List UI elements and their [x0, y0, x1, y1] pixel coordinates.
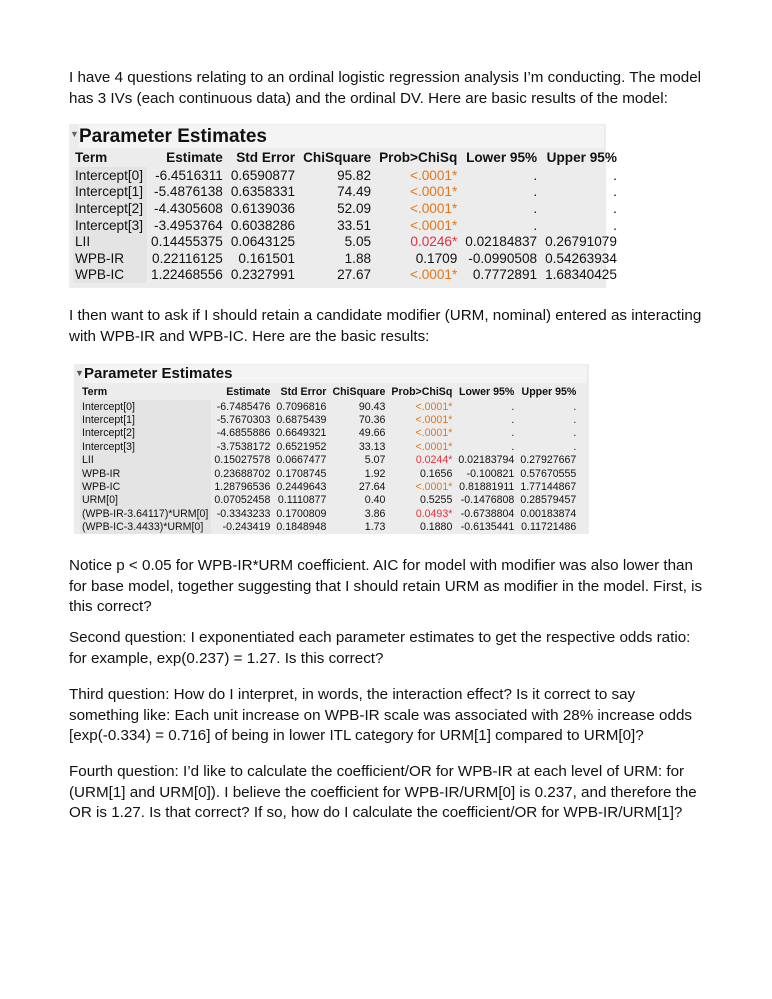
value-cell: <.0001* — [410, 167, 458, 183]
value-cell: 0.6358331 — [230, 184, 296, 200]
table-row — [80, 521, 579, 534]
column-header: ChiSquare — [332, 386, 386, 398]
table-row — [80, 413, 579, 426]
disclosure-triangle-icon[interactable]: ▼ — [75, 368, 84, 378]
value-cell: <.0001* — [410, 267, 458, 283]
value-cell: 0.7772891 — [472, 267, 538, 283]
value-cell: 5.05 — [344, 234, 372, 250]
value-cell: 95.82 — [337, 167, 372, 183]
value-cell: 0.5255 — [419, 494, 453, 507]
value-cell: 0.6038286 — [230, 217, 296, 233]
table-row — [73, 217, 621, 234]
value-cell: 0.54263934 — [545, 250, 617, 266]
value-cell: 0.1709 — [415, 250, 458, 266]
column-header: Std Error — [236, 150, 296, 165]
value-cell: 0.02183794 — [458, 454, 515, 467]
term-cell: Intercept[1] — [73, 184, 147, 201]
value-cell: 1.22468556 — [151, 267, 223, 283]
value-cell: 0.22116125 — [152, 250, 223, 266]
value-cell: <.0001* — [410, 200, 458, 216]
table-row — [73, 167, 621, 184]
value-cell: 49.66 — [358, 427, 386, 440]
value-cell: 3.86 — [364, 507, 386, 520]
value-cell: 0.14455375 — [151, 234, 223, 250]
value-cell: 1.68340425 — [545, 267, 617, 283]
term-cell: Intercept[3] — [80, 440, 211, 453]
value-cell: 0.23688702 — [214, 467, 271, 480]
value-cell: 0.0643125 — [230, 234, 296, 250]
value-cell: 0.40 — [364, 494, 386, 507]
table-row — [80, 440, 579, 453]
value-cell: <.0001* — [415, 440, 453, 453]
table-row — [73, 233, 621, 250]
value-cell: 0.11721486 — [521, 521, 577, 534]
value-cell: 0.00183874 — [520, 507, 577, 520]
value-cell: 90.43 — [358, 400, 386, 413]
value-cell: -5.7670303 — [216, 414, 271, 427]
value-cell: 0.0244* — [415, 454, 453, 467]
value-cell: . — [613, 184, 617, 200]
term-cell: Intercept[2] — [73, 200, 147, 217]
value-cell: 1.73 — [364, 521, 386, 534]
value-cell: 0.0246* — [410, 234, 458, 250]
value-cell: 0.2449643 — [276, 481, 327, 494]
term-cell: Intercept[3] — [73, 217, 147, 234]
table-row — [80, 480, 579, 493]
value-cell: 1.28796536 — [214, 481, 271, 494]
table-row — [80, 494, 579, 507]
value-cell: 70.36 — [358, 414, 386, 427]
value-cell: -6.4516311 — [155, 167, 223, 183]
value-cell: 0.6139036 — [230, 200, 296, 216]
parameter-estimates-table-base — [69, 124, 617, 288]
intro-paragraph: I have 4 questions relating to an ordinal logistic regression analysis I’m conducting. The model has 3 IVs (each continuous data) and the ordinal DV. Here are basic results of the model: — [69, 69, 702, 107]
value-cell: . — [613, 167, 617, 183]
value-cell: . — [613, 217, 617, 233]
table-row — [80, 467, 579, 480]
disclosure-triangle-icon[interactable]: ▼ — [70, 129, 79, 139]
value-cell: <.0001* — [410, 184, 458, 200]
term-cell: Intercept[0] — [73, 167, 147, 184]
value-cell: 0.6521952 — [276, 440, 327, 453]
value-cell: 1.88 — [344, 250, 372, 266]
question-4-paragraph: Fourth question: I’d like to calculate the coefficient/OR for WPB-IR at each level of URM: for (URM[1] and URM[0]). I believe the coefficient for WPB-IR/URM[0] is 0.237, and therefore the OR is 1.27. Is that correct? If so, how do I calculate the coefficient/OR for WPB-IR/URM[1]? — [69, 763, 697, 822]
value-cell: . — [573, 427, 577, 440]
question-1-paragraph: Notice p < 0.05 for WPB-IR*URM coefficient. AIC for model with modifier was also lower than for base model, together suggesting that I should retain URM as modifier in the model. First, is this correct? — [69, 557, 703, 616]
table-row — [80, 454, 579, 467]
estimates-grid — [80, 384, 579, 534]
question-2-paragraph: Second question: I exponentiated each parameter estimates to get the respective odds ratio: for example, exp(0.237) = 1.27. Is this correct? — [69, 629, 691, 667]
value-cell: . — [511, 427, 515, 440]
value-cell: <.0001* — [415, 481, 453, 494]
value-cell: -0.243419 — [222, 521, 271, 534]
value-cell: -0.6738804 — [460, 507, 515, 520]
value-cell: 0.57670555 — [520, 467, 577, 480]
column-header: Prob>ChiSq — [379, 150, 458, 165]
table-row — [80, 507, 579, 520]
parameter-estimates-table-modifier — [74, 364, 589, 534]
value-cell: 0.1656 — [419, 467, 453, 480]
value-cell: <.0001* — [415, 400, 453, 413]
value-cell: -0.100821 — [466, 467, 515, 480]
column-header: Lower 95% — [466, 150, 538, 165]
value-cell: 74.49 — [337, 184, 372, 200]
column-header: Estimate — [226, 386, 271, 398]
value-cell: 0.02184837 — [465, 234, 538, 250]
value-cell: -5.4876138 — [154, 184, 223, 200]
value-cell: . — [613, 200, 617, 216]
term-cell: Intercept[2] — [80, 427, 211, 440]
value-cell: -3.4953764 — [154, 217, 223, 233]
value-cell: 0.28579457 — [520, 494, 577, 507]
value-cell: -0.0990508 — [468, 250, 538, 266]
value-cell: -0.1476808 — [460, 494, 515, 507]
term-cell: WPB-IC — [73, 267, 147, 284]
term-cell: LII — [73, 233, 147, 250]
value-cell: 5.07 — [364, 454, 386, 467]
value-cell: -4.4305608 — [154, 200, 223, 216]
value-cell: 52.09 — [337, 200, 372, 216]
value-cell: 0.0667477 — [276, 454, 327, 467]
value-cell: . — [573, 440, 577, 453]
value-cell: 0.161501 — [238, 250, 296, 266]
value-cell: 0.1700809 — [276, 507, 327, 520]
value-cell: -4.6855886 — [216, 427, 271, 440]
value-cell: 0.7096816 — [276, 400, 327, 413]
term-cell: (WPB-IR-3.64117)*URM[0] — [80, 507, 211, 520]
value-cell: -6.7485476 — [216, 400, 271, 413]
table-row — [80, 400, 579, 413]
value-cell: <.0001* — [415, 414, 453, 427]
value-cell: . — [533, 184, 538, 200]
value-cell: . — [511, 400, 515, 413]
table-row — [80, 427, 579, 440]
value-cell: -0.3343233 — [216, 507, 271, 520]
value-cell: <.0001* — [410, 217, 458, 233]
value-cell: 0.6649321 — [276, 427, 327, 440]
table-row — [73, 267, 621, 284]
value-cell: . — [573, 414, 577, 427]
table-row — [73, 200, 621, 217]
value-cell: 1.92 — [364, 467, 386, 480]
value-cell: -3.7538172 — [216, 440, 271, 453]
value-cell: 27.67 — [337, 267, 372, 283]
column-header: Term — [82, 386, 108, 398]
term-cell: URM[0] — [80, 494, 211, 507]
column-header: Upper 95% — [521, 386, 577, 398]
value-cell: 0.15027578 — [214, 454, 271, 467]
value-cell: 1.77144867 — [520, 481, 577, 494]
table-title: Parameter Estimates — [84, 365, 587, 383]
term-cell: Intercept[0] — [80, 400, 211, 413]
term-cell: LII — [80, 454, 211, 467]
term-cell: (WPB-IC-3.4433)*URM[0] — [80, 521, 211, 534]
column-header: Term — [75, 150, 108, 165]
value-cell: 0.81881911 — [459, 481, 515, 494]
term-cell: WPB-IC — [80, 480, 211, 493]
value-cell: . — [533, 167, 538, 183]
question-3-paragraph: Third question: How do I interpret, in words, the interaction effect? Is it correct to say something like: Each unit increase on WPB-IR scale was associated with 28% increase odds [exp(-0.334) = 0.716] of being in lower ITL category for URM[1] compared to URM[0]? — [69, 686, 692, 745]
value-cell: <.0001* — [415, 427, 453, 440]
value-cell: 0.0493* — [415, 507, 453, 520]
value-cell: 33.13 — [358, 440, 386, 453]
term-cell: Intercept[1] — [80, 413, 211, 426]
table-row — [73, 250, 621, 267]
value-cell: 0.2327991 — [230, 267, 296, 283]
value-cell: 0.1880 — [419, 521, 453, 534]
value-cell: . — [511, 440, 515, 453]
column-header: Prob>ChiSq — [391, 386, 453, 398]
value-cell: . — [533, 217, 538, 233]
term-cell: WPB-IR — [73, 250, 147, 267]
value-cell: 0.1708745 — [276, 467, 327, 480]
value-cell: 33.51 — [337, 217, 372, 233]
value-cell: . — [511, 414, 515, 427]
value-cell: 0.26791079 — [545, 234, 617, 250]
column-header: Upper 95% — [546, 150, 617, 165]
table-title: Parameter Estimates — [79, 125, 604, 148]
value-cell: 0.6875439 — [276, 414, 327, 427]
value-cell: . — [533, 200, 538, 216]
column-header: Std Error — [280, 386, 327, 398]
table-row — [73, 184, 621, 201]
value-cell: 0.27927667 — [520, 454, 577, 467]
value-cell: -0.6135441 — [460, 521, 515, 534]
value-cell: 0.1110877 — [277, 494, 327, 507]
value-cell: . — [573, 400, 577, 413]
column-header: ChiSquare — [303, 150, 372, 165]
column-header: Estimate — [166, 150, 223, 165]
value-cell: 0.1848948 — [276, 521, 327, 534]
modifier-paragraph: I then want to ask if I should retain a candidate modifier (URM, nominal) entered as interacting with WPB-IR and WPB-IC. Here are the basic results: — [69, 307, 702, 345]
term-cell: WPB-IR — [80, 467, 211, 480]
value-cell: 27.64 — [358, 481, 386, 494]
value-cell: 0.07052458 — [214, 494, 271, 507]
estimates-grid — [73, 148, 621, 283]
column-header: Lower 95% — [458, 386, 515, 398]
value-cell: 0.6590877 — [230, 167, 296, 183]
